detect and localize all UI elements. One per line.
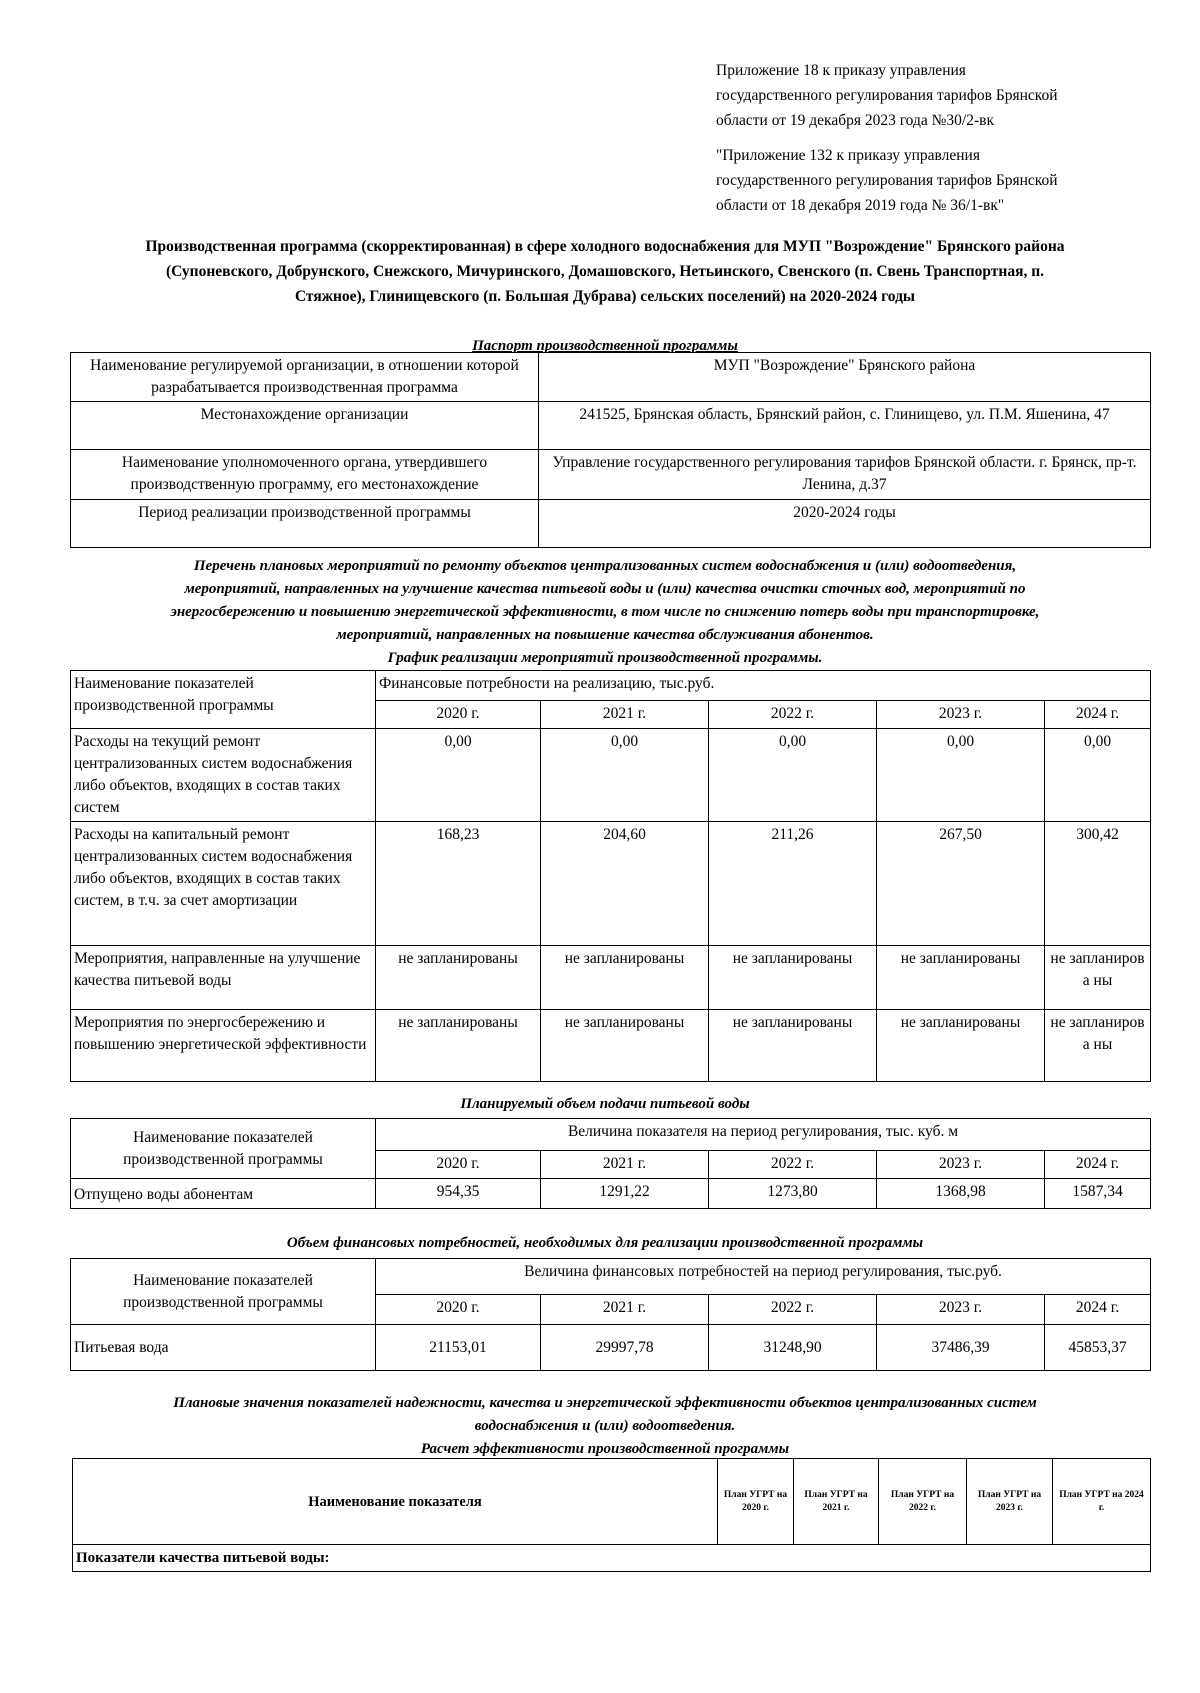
year-header: 2022 г. xyxy=(709,701,877,729)
year-header: 2023 г. xyxy=(877,701,1045,729)
passport-value: 241525, Брянская область, Брянский район, с. Глинищево, ул. П.М. Яшенина, 47 xyxy=(539,402,1151,450)
table-row xyxy=(73,1545,1151,1572)
caption-line: Расчет эффективности производственной программы xyxy=(420,1441,790,1457)
efficiency-table xyxy=(72,1458,1151,1572)
table-row xyxy=(71,671,1151,701)
cell-value: 168,23 xyxy=(376,822,541,946)
cell-value: не запланирова ны xyxy=(1045,1010,1151,1082)
caption-line: энергосбережению и повышению энергетической эффективности, в том числе по снижению потерь воды при транспортировке, xyxy=(170,604,1040,620)
caption-line: Перечень плановых мероприятий по ремонту объектов централизованных систем водоснабжения и (или) водоотведения, xyxy=(193,558,1017,574)
header-name: Наименование показателей производственной программы xyxy=(71,1119,376,1179)
measures-caption xyxy=(60,555,1150,670)
section-heading: Показатели качества питьевой воды: xyxy=(73,1545,1151,1572)
caption-line: мероприятий, направленных на повышение качества обслуживания абонентов. xyxy=(336,627,874,643)
cell-value: 1273,80 xyxy=(709,1179,877,1209)
header-group: Величина показателя на период регулирования, тыс. куб. м xyxy=(376,1119,1151,1151)
cell-value: 954,35 xyxy=(376,1179,541,1209)
year-header: 2023 г. xyxy=(877,1295,1045,1325)
document-title xyxy=(60,234,1150,309)
year-header: 2024 г. xyxy=(1045,1151,1151,1179)
cell-value: не запланированы xyxy=(541,1010,709,1082)
cell-value: не запланированы xyxy=(541,946,709,1010)
year-header: 2020 г. xyxy=(376,1151,541,1179)
year-header: 2022 г. xyxy=(709,1151,877,1179)
year-header: 2020 г. xyxy=(376,1295,541,1325)
year-header: 2021 г. xyxy=(541,701,709,729)
row-name: Отпущено воды абонентам xyxy=(71,1179,376,1209)
table-row xyxy=(73,1459,1151,1545)
table-row xyxy=(71,1259,1151,1295)
table-row xyxy=(71,822,1151,946)
plan-header: План УГРТ на 2024 г. xyxy=(1053,1459,1151,1545)
appendix-line: области от 19 декабря 2023 года №30/2-вк xyxy=(716,112,994,129)
header-group: Финансовые потребности на реализацию, тыс.руб. xyxy=(376,671,1151,701)
cell-value: 37486,39 xyxy=(877,1325,1045,1371)
cell-value: 45853,37 xyxy=(1045,1325,1151,1371)
supply-table xyxy=(70,1118,1151,1209)
caption-line: Плановые значения показателей надежности, качества и энергетической эффективности объектов централизованных систем xyxy=(173,1395,1037,1411)
appendix-line: Приложение 18 к приказу управления xyxy=(716,62,966,79)
appendix-line: области от 18 декабря 2019 года № 36/1-вк" xyxy=(716,197,1005,214)
passport-label: Период реализации производственной программы xyxy=(71,500,539,548)
table-row xyxy=(71,450,1151,500)
row-name: Питьевая вода xyxy=(71,1325,376,1371)
cell-value: не запланированы xyxy=(709,1010,877,1082)
row-name: Мероприятия, направленные на улучшение качества питьевой воды xyxy=(71,946,376,1010)
cell-value: 1587,34 xyxy=(1045,1179,1151,1209)
appendix-line: государственного регулирования тарифов Брянской xyxy=(716,87,1058,104)
plan-header: План УГРТ на 2021 г. xyxy=(794,1459,879,1545)
passport-value: МУП "Возрождение" Брянского района xyxy=(539,353,1151,402)
passport-table xyxy=(70,352,1151,548)
cell-value: 0,00 xyxy=(877,729,1045,822)
year-header: 2022 г. xyxy=(709,1295,877,1325)
header-group: Величина финансовых потребностей на период регулирования, тыс.руб. xyxy=(376,1259,1151,1295)
table-row xyxy=(71,1179,1151,1209)
table-row xyxy=(71,353,1151,402)
measures-table xyxy=(70,670,1151,1082)
cell-value: не запланированы xyxy=(877,946,1045,1010)
cell-value: 0,00 xyxy=(1045,729,1151,822)
header-name: Наименование показателя xyxy=(73,1459,718,1545)
table-row xyxy=(71,1119,1151,1151)
cell-value: 0,00 xyxy=(709,729,877,822)
passport-label: Наименование регулируемой организации, в отношении которой разрабатывается производственная программа xyxy=(71,353,539,402)
table-row xyxy=(71,500,1151,548)
cell-value: не запланирова ны xyxy=(1045,946,1151,1010)
row-name: Расходы на капитальный ремонт централизованных систем водоснабжения либо объектов, входящих в состав таких систем, в т.ч. за счет амортизации xyxy=(71,822,376,946)
cell-value: 0,00 xyxy=(376,729,541,822)
caption-line: мероприятий, направленных на улучшение качества питьевой воды и (или) качества очистки сточных вод, мероприятий по xyxy=(184,581,1026,597)
appendix-line: государственного регулирования тарифов Брянской xyxy=(716,172,1058,189)
year-header: 2024 г. xyxy=(1045,701,1151,729)
caption-line: водоснабжения и (или) водоотведения. xyxy=(474,1418,736,1434)
table-row xyxy=(71,1010,1151,1082)
table-row xyxy=(71,1325,1151,1371)
year-header: 2021 г. xyxy=(541,1151,709,1179)
passport-label: Местонахождение организации xyxy=(71,402,539,450)
cell-value: 0,00 xyxy=(541,729,709,822)
cell-value: 267,50 xyxy=(877,822,1045,946)
plan-header: План УГРТ на 2023 г. xyxy=(967,1459,1053,1545)
table-row xyxy=(71,402,1151,450)
cell-value: 1368,98 xyxy=(877,1179,1045,1209)
finance-table xyxy=(70,1258,1151,1371)
passport-value: 2020-2024 годы xyxy=(539,500,1151,548)
cell-value: 1291,22 xyxy=(541,1179,709,1209)
title-line: Стяжное), Глинищевского (п. Большая Дубрава) сельских поселений) на 2020-2024 годы xyxy=(294,288,916,305)
cell-value: 21153,01 xyxy=(376,1325,541,1371)
cell-value: 300,42 xyxy=(1045,822,1151,946)
passport-value: Управление государственного регулирования тарифов Брянской области. г. Брянск, пр-т. Ленина, д.37 xyxy=(539,450,1151,500)
title-line: Производственная программа (скорректированная) в сфере холодного водоснабжения для МУП "Возрождение" Брянского района xyxy=(145,238,1065,255)
cell-value: не запланированы xyxy=(709,946,877,1010)
plan-header: План УГРТ на 2020 г. xyxy=(718,1459,794,1545)
passport-caption: Паспорт производственной программы xyxy=(472,338,738,354)
header-name: Наименование показателей производственной программы xyxy=(71,1259,376,1325)
row-name: Расходы на текущий ремонт централизованных систем водоснабжения либо объектов, входящих в состав таких систем xyxy=(71,729,376,822)
finance-caption: Объем финансовых потребностей, необходимых для реализации производственной программы xyxy=(286,1235,924,1251)
cell-value: 29997,78 xyxy=(541,1325,709,1371)
cell-value: не запланированы xyxy=(376,1010,541,1082)
efficiency-caption xyxy=(60,1392,1150,1461)
year-header: 2024 г. xyxy=(1045,1295,1151,1325)
year-header: 2021 г. xyxy=(541,1295,709,1325)
row-name: Мероприятия по энергосбережению и повышению энергетической эффективности xyxy=(71,1010,376,1082)
cell-value: 31248,90 xyxy=(709,1325,877,1371)
plan-header: План УГРТ на 2022 г. xyxy=(879,1459,967,1545)
caption-line: График реализации мероприятий производственной программы. xyxy=(387,650,823,666)
cell-value: 204,60 xyxy=(541,822,709,946)
supply-caption: Планируемый объем подачи питьевой воды xyxy=(460,1096,750,1112)
year-header: 2020 г. xyxy=(376,701,541,729)
year-header: 2023 г. xyxy=(877,1151,1045,1179)
appendix-current xyxy=(716,58,1058,133)
table-row xyxy=(71,946,1151,1010)
appendix-line: "Приложение 132 к приказу управления xyxy=(716,147,980,164)
cell-value: не запланированы xyxy=(877,1010,1045,1082)
table-row xyxy=(71,729,1151,822)
appendix-previous xyxy=(716,143,1058,218)
cell-value: 211,26 xyxy=(709,822,877,946)
title-line: (Супоневского, Добрунского, Снежского, Мичуринского, Домашовского, Нетьинского, Свенского (п. Свень Транспортная, п. xyxy=(165,263,1045,280)
passport-label: Наименование уполномоченного органа, утвердившего производственную программу, его местонахождение xyxy=(71,450,539,500)
header-name: Наименование показателей производственной программы xyxy=(71,671,376,729)
cell-value: не запланированы xyxy=(376,946,541,1010)
